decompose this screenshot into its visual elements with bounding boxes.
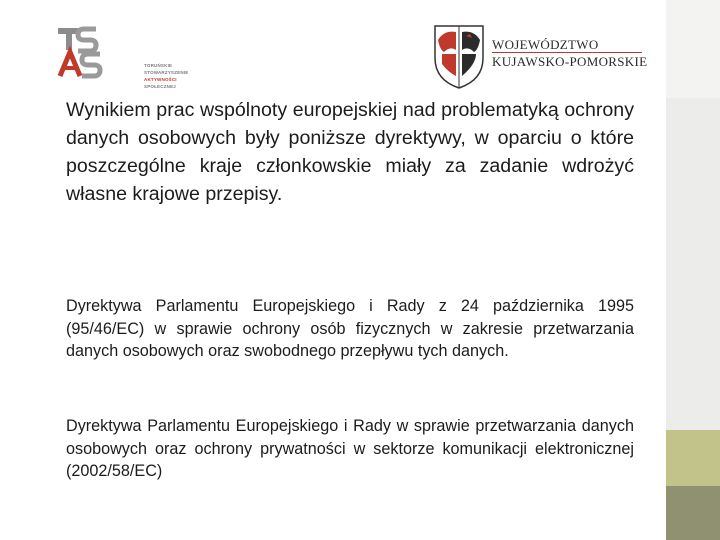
decorative-side-strip (666, 0, 720, 540)
voivodeship-divider (492, 52, 642, 53)
intro-paragraph: Wynikiem prac wspólnoty europejskiej nad problematyką ochrony danych osobowych były poniższe dyrektywy, w oparciu o które poszczególne kraje członkowskie miały za zadanie wdrożyć własne krajowe przepisy. (66, 99, 634, 205)
tsas-line-2: STOWARZYSZENIE (144, 70, 189, 75)
tsas-line-4: SPOŁECZNEJ (144, 84, 177, 89)
tsas-logo (56, 24, 189, 89)
tsas-line-3: AKTYWNOŚCI (144, 77, 177, 82)
tsas-logo-text (144, 62, 188, 90)
directive-2-paragraph: Dyrektywa Parlamentu Europejskiego i Rady w sprawie przetwarzania danych osobowych oraz ochrony prywatności w sektorze komunikacji elektronicznej (2002/58/EC) (66, 417, 634, 480)
voivodeship-name (492, 36, 647, 70)
tsas-logo-mark (56, 24, 156, 80)
directive-1-paragraph: Dyrektywa Parlamentu Europejskiego i Rady z 24 października 1995 (95/46/EC) w sprawie ochrony osób fizycznych w zakresie przetwarzania danych osobowych oraz swobodnego przepływu tych danych. (66, 297, 634, 360)
coat-of-arms-icon (430, 20, 488, 92)
voivodeship-line-1: WOJEWÓDZTWO (492, 37, 599, 52)
strip-top-block (666, 0, 720, 98)
voivodeship-logo (430, 20, 648, 92)
tsas-line-1: TORUŃSKIE (144, 63, 173, 68)
strip-olive-block (666, 430, 720, 486)
strip-dark-block (666, 486, 720, 540)
voivodeship-line-2: KUJAWSKO-POMORSKIE (492, 54, 648, 69)
